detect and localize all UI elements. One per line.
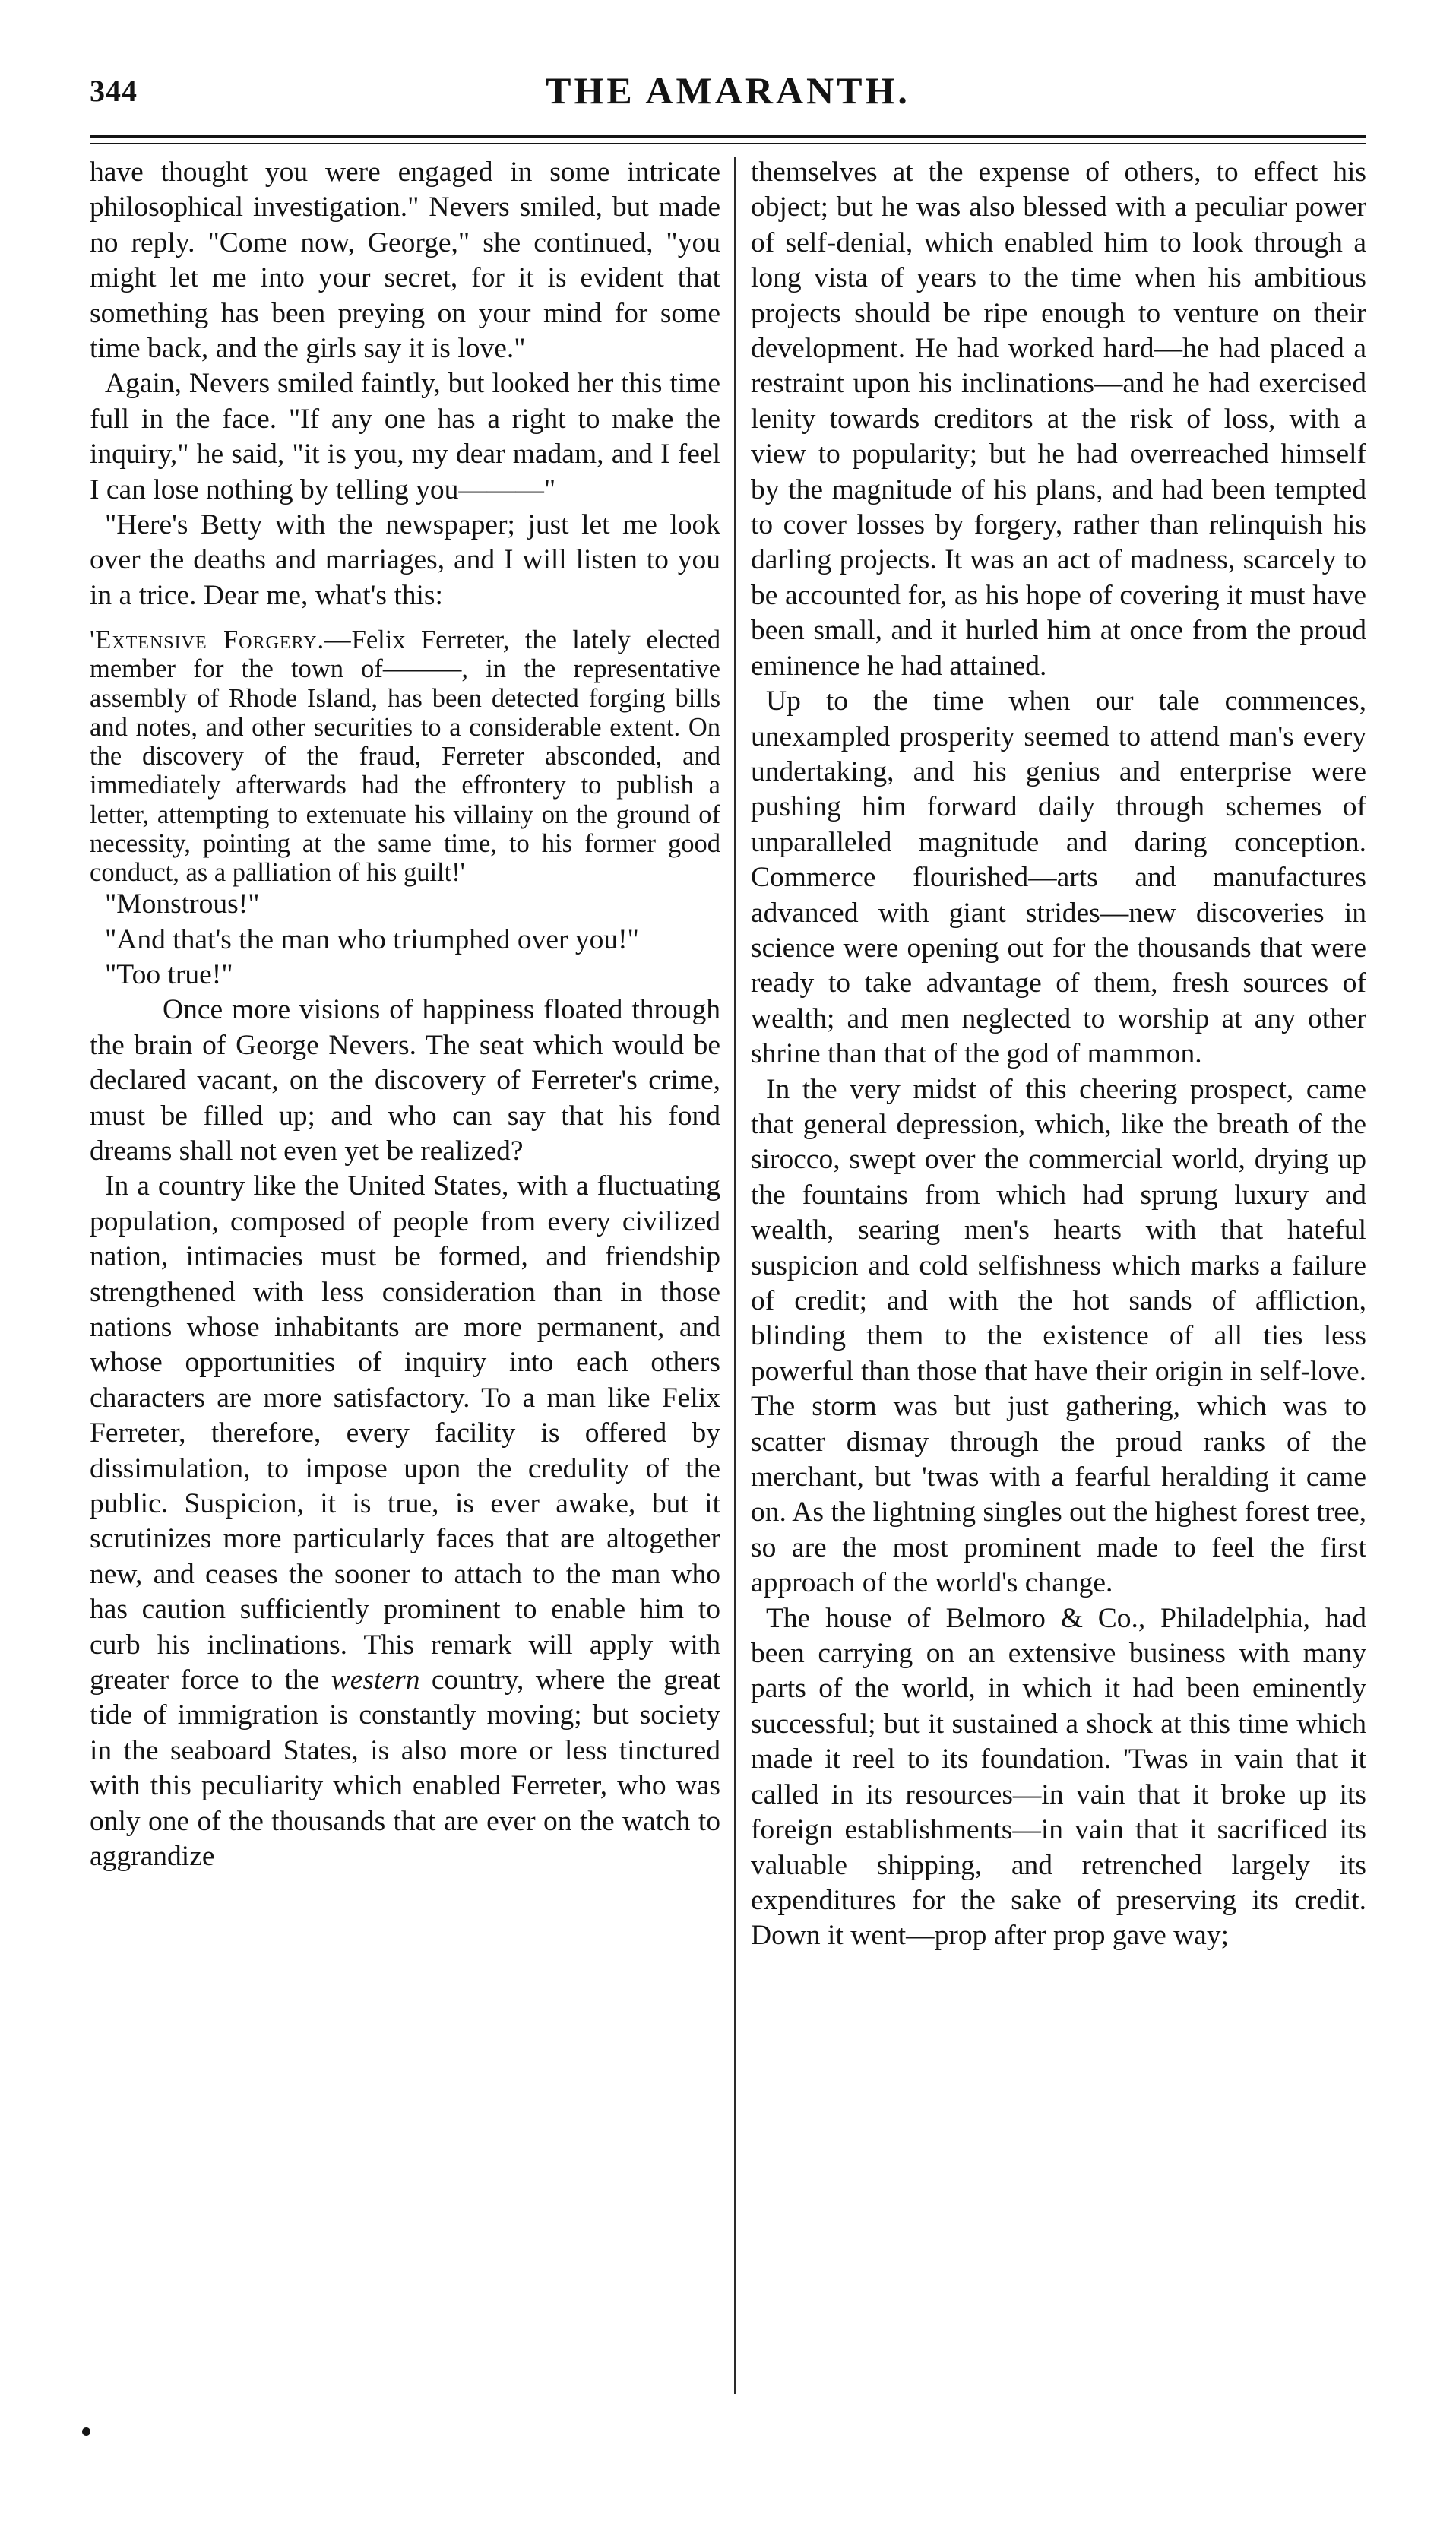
paragraph: Up to the time when our tale commences, unexampled prosperity seemed to attend man's every undertaking, and his genius and enterprise were pushing him forward daily through schemes of unparalleled magnitude and daring conception. Commerce flourished—arts and manufactures advanced with giant strides—new discoveries in science were opening out for the thousands that were ready to take advantage of them, fresh sources of wealth; and men neglected to worship at any other shrine than that of the god of mammon.	[751, 686, 1366, 1070]
paragraph	[90, 1169, 720, 1874]
paragraph: In the very midst of this cheering prospect, came that general depression, which, like the breath of the sirocco, swept over the commercial world, drying up the fountains from which had sprung luxury and wealth, searing men's hearts with that hateful suspicion and cold selfishness which marks a failure of credit; and with the hot sands of affliction, blinding them to the existence of all ties less powerful than those that have their origin in self-love. The storm was but just gathering, which was to scatter dismay through the proud ranks of the merchant, but 'twas with a fearful heralding it came on. As the lightning singles out the highest forest tree, so are the most prominent made to feel the first approach of the world's change.	[751, 1073, 1366, 1599]
paragraph-text: country, where the great tide of immigration is constantly moving; but society in the seaboard States, is also more or less tinctured with this peculiarity which enabled Ferreter, who was only one of the thousands that are ever on the watch to aggrandize	[90, 1664, 721, 1873]
ink-spot	[82, 2427, 90, 2436]
running-title: THE AMARANTH.	[546, 69, 910, 112]
right-column	[751, 155, 1366, 1954]
paragraph: "Here's Betty with the newspaper; just let me look over the deaths and marriages, and I will listen to you in a trice. Dear me, what's this:	[90, 509, 720, 611]
paragraph-text: In a country like the United States, with a fluctuating population, composed of people from every civilized nation, intimacies must be formed, and friendship strengthened with less consideration than in those nations whose inhabitants are more permanent, and whose opportunities of inquiry into each others characters are more satisfactory. To a man like Felix Ferreter, therefore, every facility is offered by dissimulation, to impose upon the credulity of the public. Suspicion, it is true, is ever awake, but it scrutinizes more particularly faces that are altogether new, and ceases the sooner to attach to the man who has caution sufficiently prominent to enable him to curb his inclinations. This remark will apply with greater force to the	[90, 1170, 720, 1696]
newspaper-quote	[90, 625, 720, 887]
paragraph: have thought you were engaged in some intricate philosophical investigation." Nevers smiled, but made no reply. "Come now, George," she continued, "you might let me into your secret, for it is evident that something has been preying on your mind for some time back, and the girls say it is love."	[90, 157, 720, 365]
quote-body: Felix Ferreter, the lately elected member for the town of———, in the representative assembly of Rhode Island, has been detected forging bills and notes, and other securities to a considerable extent. On the discovery of the fraud, Ferreter absconded, and immediately afterwards had the effrontery to publish a letter, attempting to extenuate his villainy on the ground of necessity, pointing at the same time, to his former good conduct, as a palliation of his guilt!'	[90, 625, 720, 887]
quote-heading: 'Extensive Forgery.—	[90, 625, 352, 655]
page-header	[90, 67, 1366, 120]
column-divider	[734, 157, 736, 2394]
paragraph: "And that's the man who triumphed over you!"	[105, 923, 639, 955]
paragraph: Once more visions of happiness floated through the brain of George Nevers. The seat which would be declared vacant, on the discovery of Ferreter's crime, must be filled up; and who can say that his fond dreams shall not even yet be realized?	[90, 994, 720, 1167]
header-rule-thin	[90, 143, 1366, 144]
paragraph: "Too true!"	[105, 958, 233, 990]
paragraph: "Monstrous!"	[105, 888, 260, 920]
paragraph: themselves at the expense of others, to effect his object; but he was also blessed with a peculiar power of self-denial, which enabled him to look through a long vista of years to the time when his ambitious projects should be ripe enough to venture on their development. He had worked hard—he had placed a restraint upon his inclinations—and he had exercised lenity towards creditors at the risk of loss, with a view to popularity; but he had overreached himself by the magnitude of his plans, and had been tempted to cover losses by forgery, rather than relinquish his darling projects. It was an act of madness, scarcely to be accounted for, as his hope of covering it must have been small, and it hurled him at once from the proud eminence he had attained.	[751, 157, 1366, 682]
paragraph: The house of Belmoro & Co., Philadelphia, had been carrying on an extensive business with many parts of the world, in which it had been eminently successful; but it sustained a shock at this time which made it reel to its foundation. 'Twas in vain that it called in its resources—in vain that it broke up its foreign establishments—in vain that it sacrificed its valuable shipping, and retrenched largely its expenditures for the sake of preserving its credit. Down it went—prop after prop gave way;	[751, 1602, 1366, 1952]
page-number: 344	[90, 74, 138, 108]
paragraph: Again, Nevers smiled faintly, but looked her this time full in the face. "If any one has a right to make the inquiry," he said, "it is you, my dear madam, and I feel I can lose nothing by telling you———"	[90, 368, 720, 505]
emphasis-word: western	[331, 1664, 420, 1696]
header-rule-thick	[90, 135, 1366, 138]
left-column	[90, 155, 720, 1874]
